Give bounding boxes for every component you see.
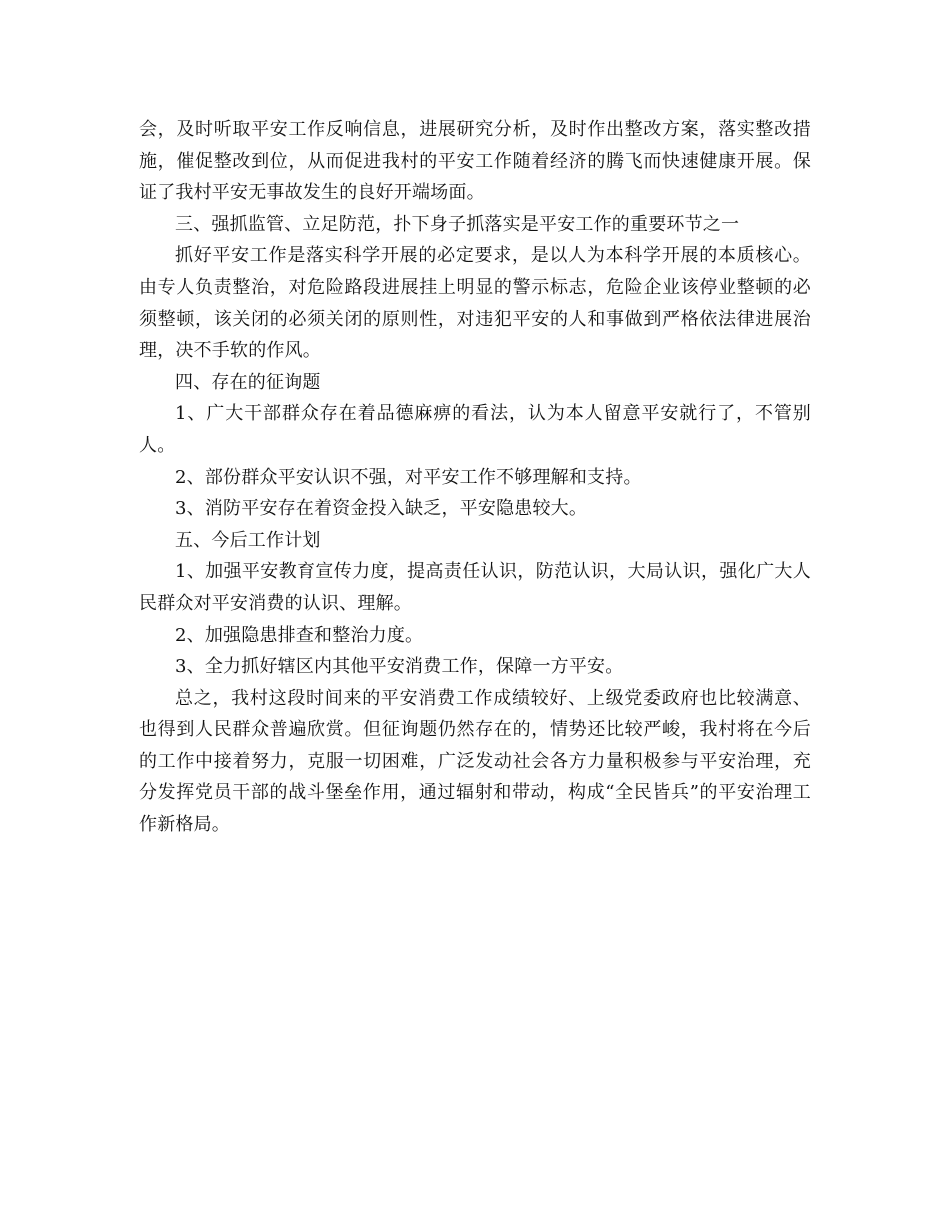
- document-body: [139, 114, 811, 841]
- list-item: 3、全力抓好辖区内其他平安消费工作，保障一方平安。: [175, 656, 624, 678]
- list-item: 1、广大干部群众存在着品德麻痹的看法，认为本人留意平安就行了，不管别人。: [139, 403, 811, 456]
- list-item: 1、加强平安教育宣传力度，提高责任认识，防范认识，大局认识，强化广大人民群众对平安消费的认识、理解。: [139, 561, 811, 614]
- list-item: 2、加强隐患排查和整治力度。: [175, 624, 424, 646]
- section-heading-four: 四、存在的征询题: [175, 371, 321, 393]
- paragraph-continuation: 会，及时听取平安工作反响信息，进展研究分析，及时作出整改方案，落实整改措施，催促整改到位，从而促进我村的平安工作随着经济的腾飞而快速健康开展。保证了我村平安无事故发生的良好开端场面。: [139, 119, 811, 204]
- list-item: 2、部份群众平安认识不强，对平安工作不够理解和支持。: [175, 466, 642, 488]
- section-heading-five: 五、今后工作计划: [175, 529, 321, 551]
- list-item: 3、消防平安存在着资金投入缺乏，平安隐患较大。: [175, 498, 588, 520]
- paragraph: 抓好平安工作是落实科学开展的必定要求，是以人为本科学开展的本质核心。由专人负责整治，对危险路段进展挂上明显的警示标志，危险企业该停业整顿的必须整顿，该关闭的必须关闭的原则性，对违犯平安的人和事做到严格依法律进展治理，决不手软的作风。: [139, 245, 811, 362]
- paragraph-conclusion: 总之，我村这段时间来的平安消费工作成绩较好、上级党委政府也比较满意、也得到人民群众普遍欣赏。但征询题仍然存在的，情势还比较严峻，我村将在今后的工作中接着努力，克服一切困难，广泛发动社会各方力量积极参与平安治理，充分发挥党员干部的战斗堡垒作用，通过辐射和带动，构成“全民皆兵”的平安治理工作新格局。: [139, 687, 811, 836]
- section-heading-three: 三、强抓监管、立足防范，扑下身子抓落实是平安工作的重要环节之一: [175, 213, 740, 235]
